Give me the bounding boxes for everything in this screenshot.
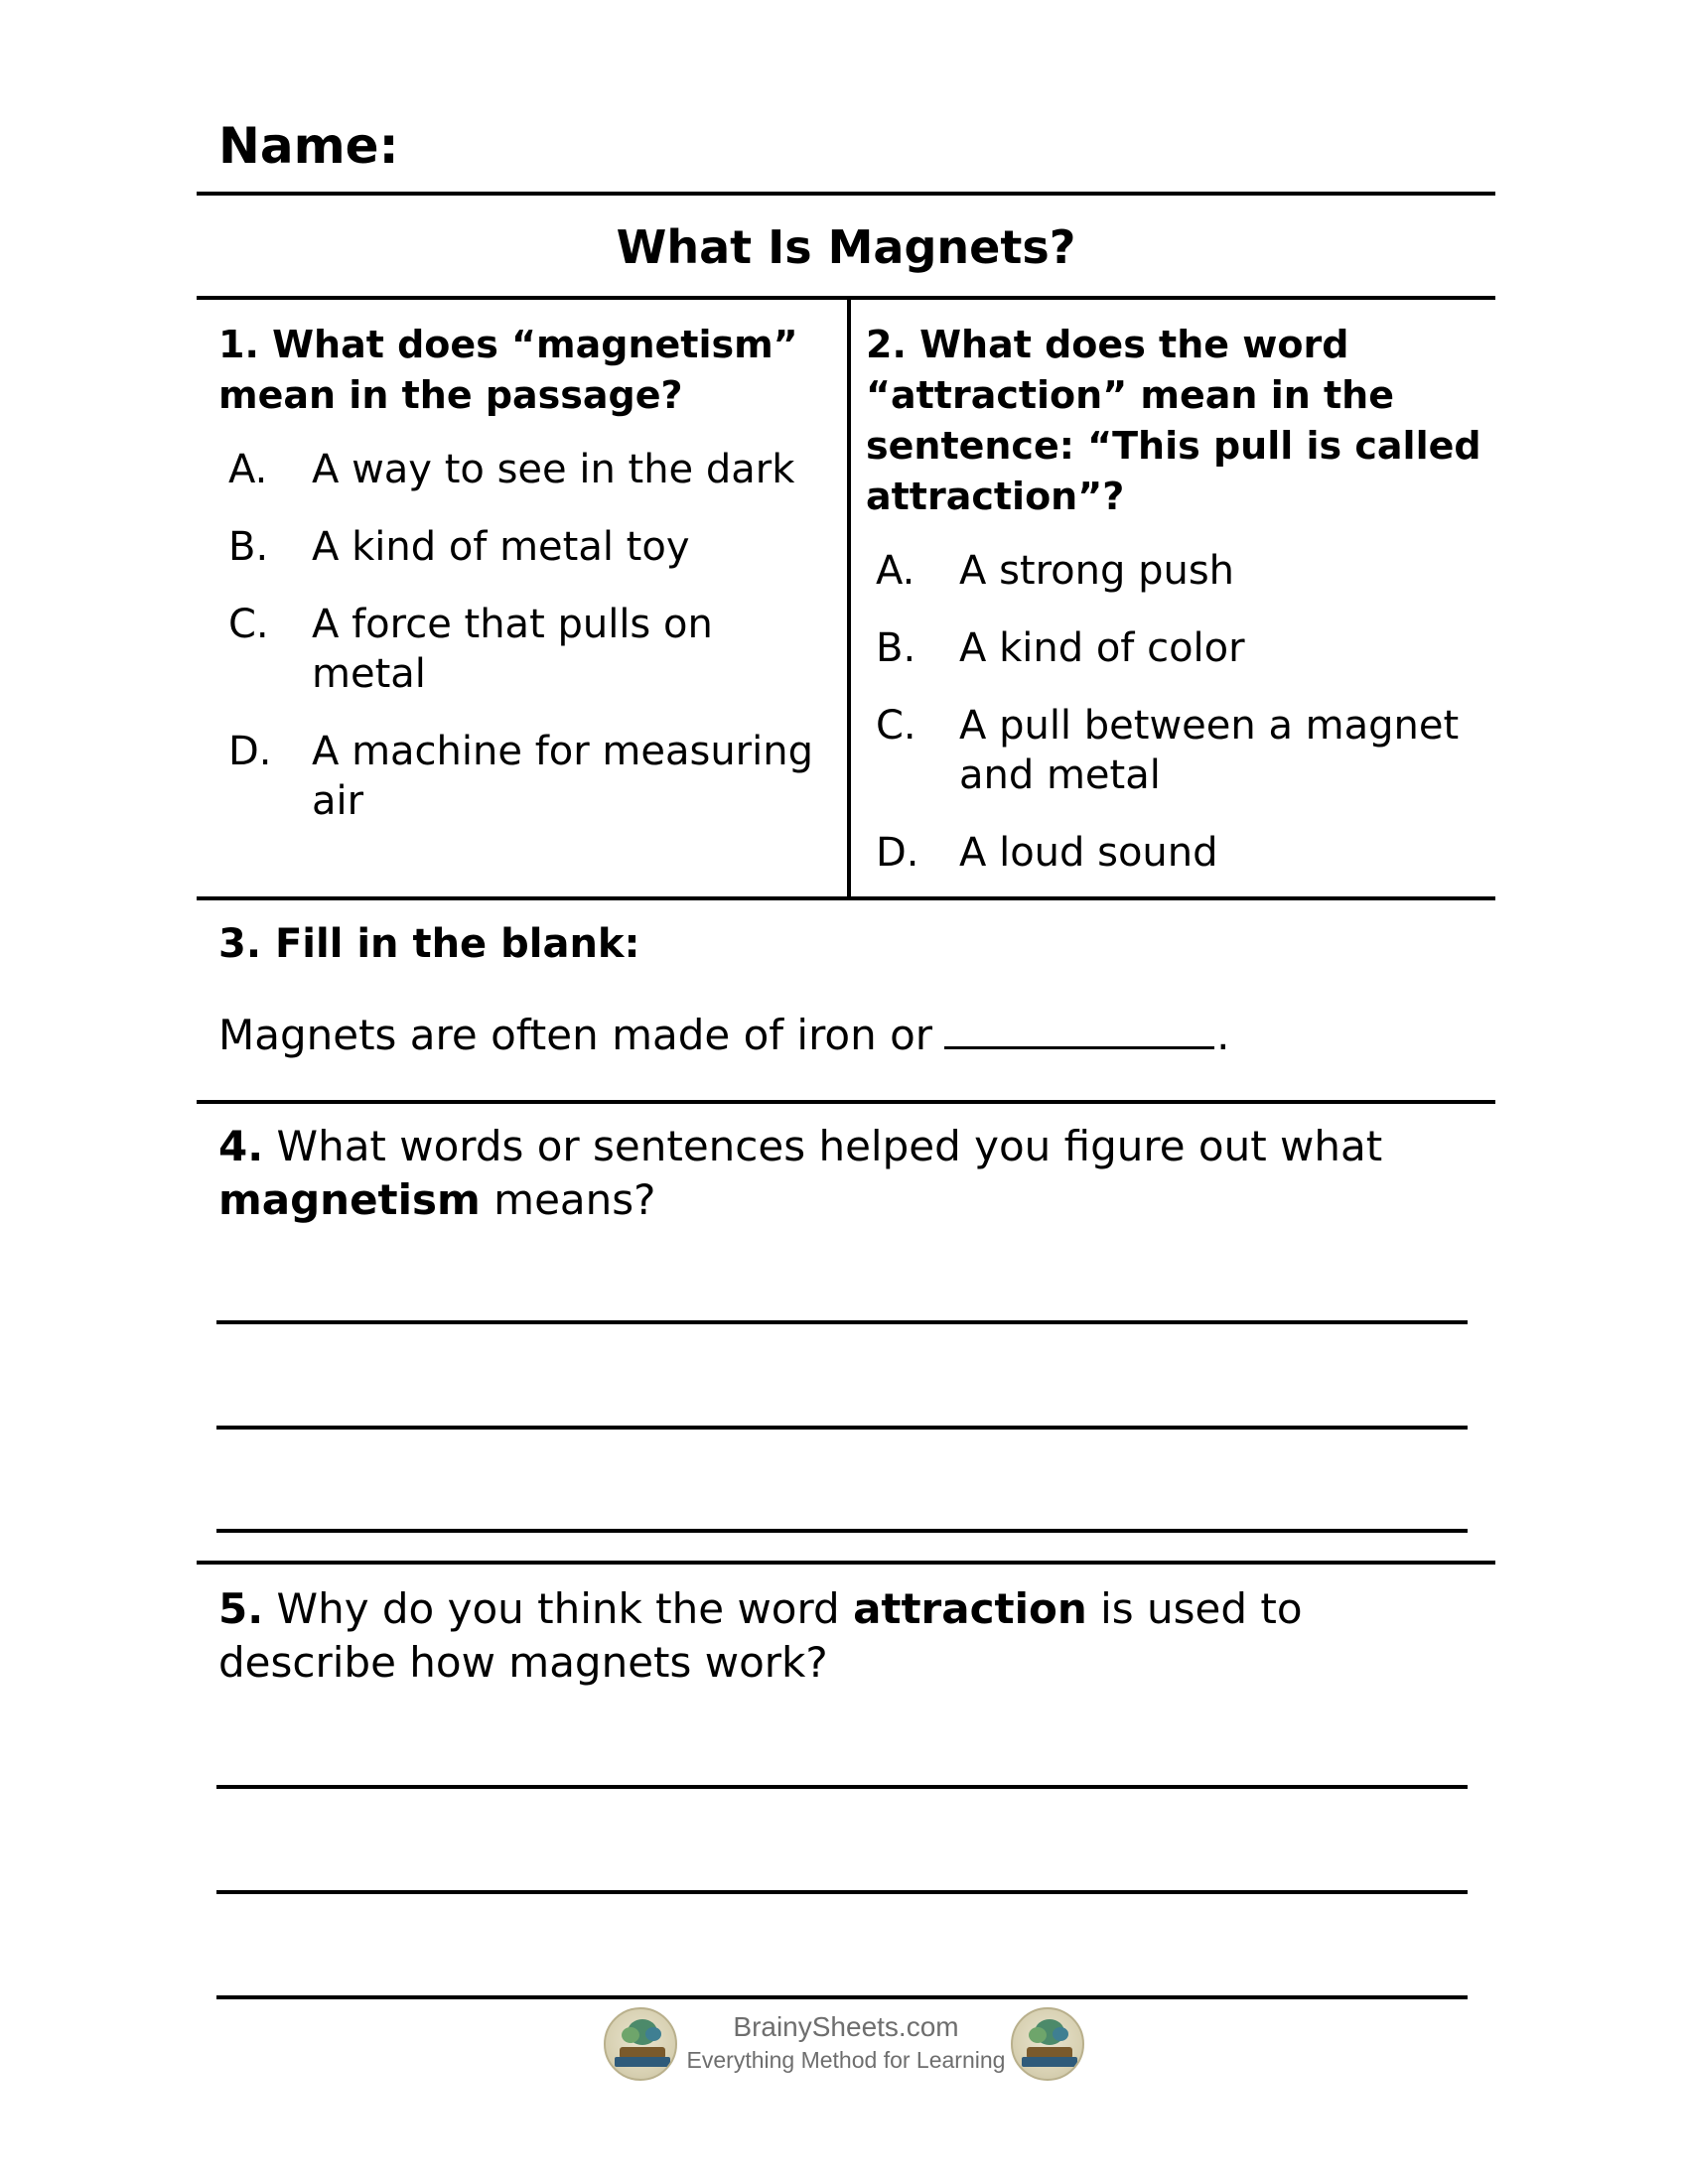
column-divider <box>847 299 851 898</box>
question-5-text-before: Why do you think the word <box>276 1584 840 1633</box>
name-underline <box>197 192 1495 196</box>
option-text: A force that pulls on metal <box>312 602 713 697</box>
question-1-option-c <box>218 600 834 699</box>
name-label: Name: <box>218 117 399 175</box>
option-letter: B. <box>228 524 269 570</box>
option-text: A machine for measuring air <box>312 729 813 824</box>
answer-line[interactable] <box>216 1785 1468 1789</box>
question-4-number: 4. <box>218 1122 264 1170</box>
title-divider <box>197 296 1495 300</box>
question-2-text: 2. What does the word “attraction” mean in the sentence: “This pull is called attraction”? <box>866 323 1481 518</box>
answer-line[interactable] <box>216 1890 1468 1894</box>
option-text: A kind of color <box>959 625 1245 671</box>
option-letter: A. <box>876 548 915 594</box>
question-2-option-d <box>866 828 1481 878</box>
option-letter: A. <box>228 447 268 492</box>
option-letter: D. <box>228 729 272 774</box>
question-2-option-a <box>866 546 1481 596</box>
question-1-option-a <box>218 445 834 494</box>
answer-line[interactable] <box>216 1426 1468 1430</box>
option-letter: B. <box>876 625 916 671</box>
question-2-option-b <box>866 623 1481 673</box>
footer-tagline: Everything Method for Learning <box>686 2047 1006 2073</box>
question-1-option-b <box>218 522 834 572</box>
question-5-keyword: attraction <box>853 1584 1087 1633</box>
question-4-keyword: magnetism <box>218 1175 481 1224</box>
option-letter: C. <box>876 703 916 749</box>
brainysheets-logo-icon <box>1011 2007 1084 2081</box>
worksheet-title: What Is Magnets? <box>616 220 1076 274</box>
option-text: A strong push <box>959 548 1235 594</box>
question-2 <box>866 320 1481 878</box>
sentence-end: . <box>1216 1011 1230 1059</box>
option-text: A way to see in the dark <box>312 447 795 492</box>
fill-in-blank[interactable] <box>944 1007 1214 1049</box>
question-3-sentence <box>218 1007 1229 1059</box>
question-3-divider <box>197 1100 1495 1104</box>
question-4-text <box>218 1120 1489 1227</box>
question-1-text: 1. What does “magnetism” mean in the passage? <box>218 323 798 417</box>
question-5-text-after: is used to describe how magnets work? <box>218 1584 1303 1687</box>
question-4-divider <box>197 1561 1495 1565</box>
questions-divider <box>197 896 1495 900</box>
option-text: A kind of metal toy <box>312 524 690 570</box>
question-3-title: 3. Fill in the blank: <box>218 921 640 967</box>
answer-line[interactable] <box>216 1995 1468 1999</box>
option-letter: D. <box>876 830 919 876</box>
question-2-option-c <box>866 701 1481 800</box>
question-1-option-d <box>218 727 834 826</box>
footer <box>197 2007 1495 2085</box>
question-1 <box>218 320 834 826</box>
option-text: A pull between a magnet and metal <box>959 703 1460 798</box>
question-4-text-before: What words or sentences helped you figure out what <box>276 1122 1383 1170</box>
question-5-number: 5. <box>218 1584 264 1633</box>
option-text: A loud sound <box>959 830 1218 876</box>
question-5-text <box>218 1582 1489 1690</box>
footer-site: BrainySheets.com <box>733 2011 959 2042</box>
question-4-text-after: means? <box>493 1175 656 1224</box>
answer-line[interactable] <box>216 1529 1468 1533</box>
answer-line[interactable] <box>216 1320 1468 1324</box>
sentence-start: Magnets are often made of iron or <box>218 1011 933 1059</box>
option-letter: C. <box>228 602 269 647</box>
